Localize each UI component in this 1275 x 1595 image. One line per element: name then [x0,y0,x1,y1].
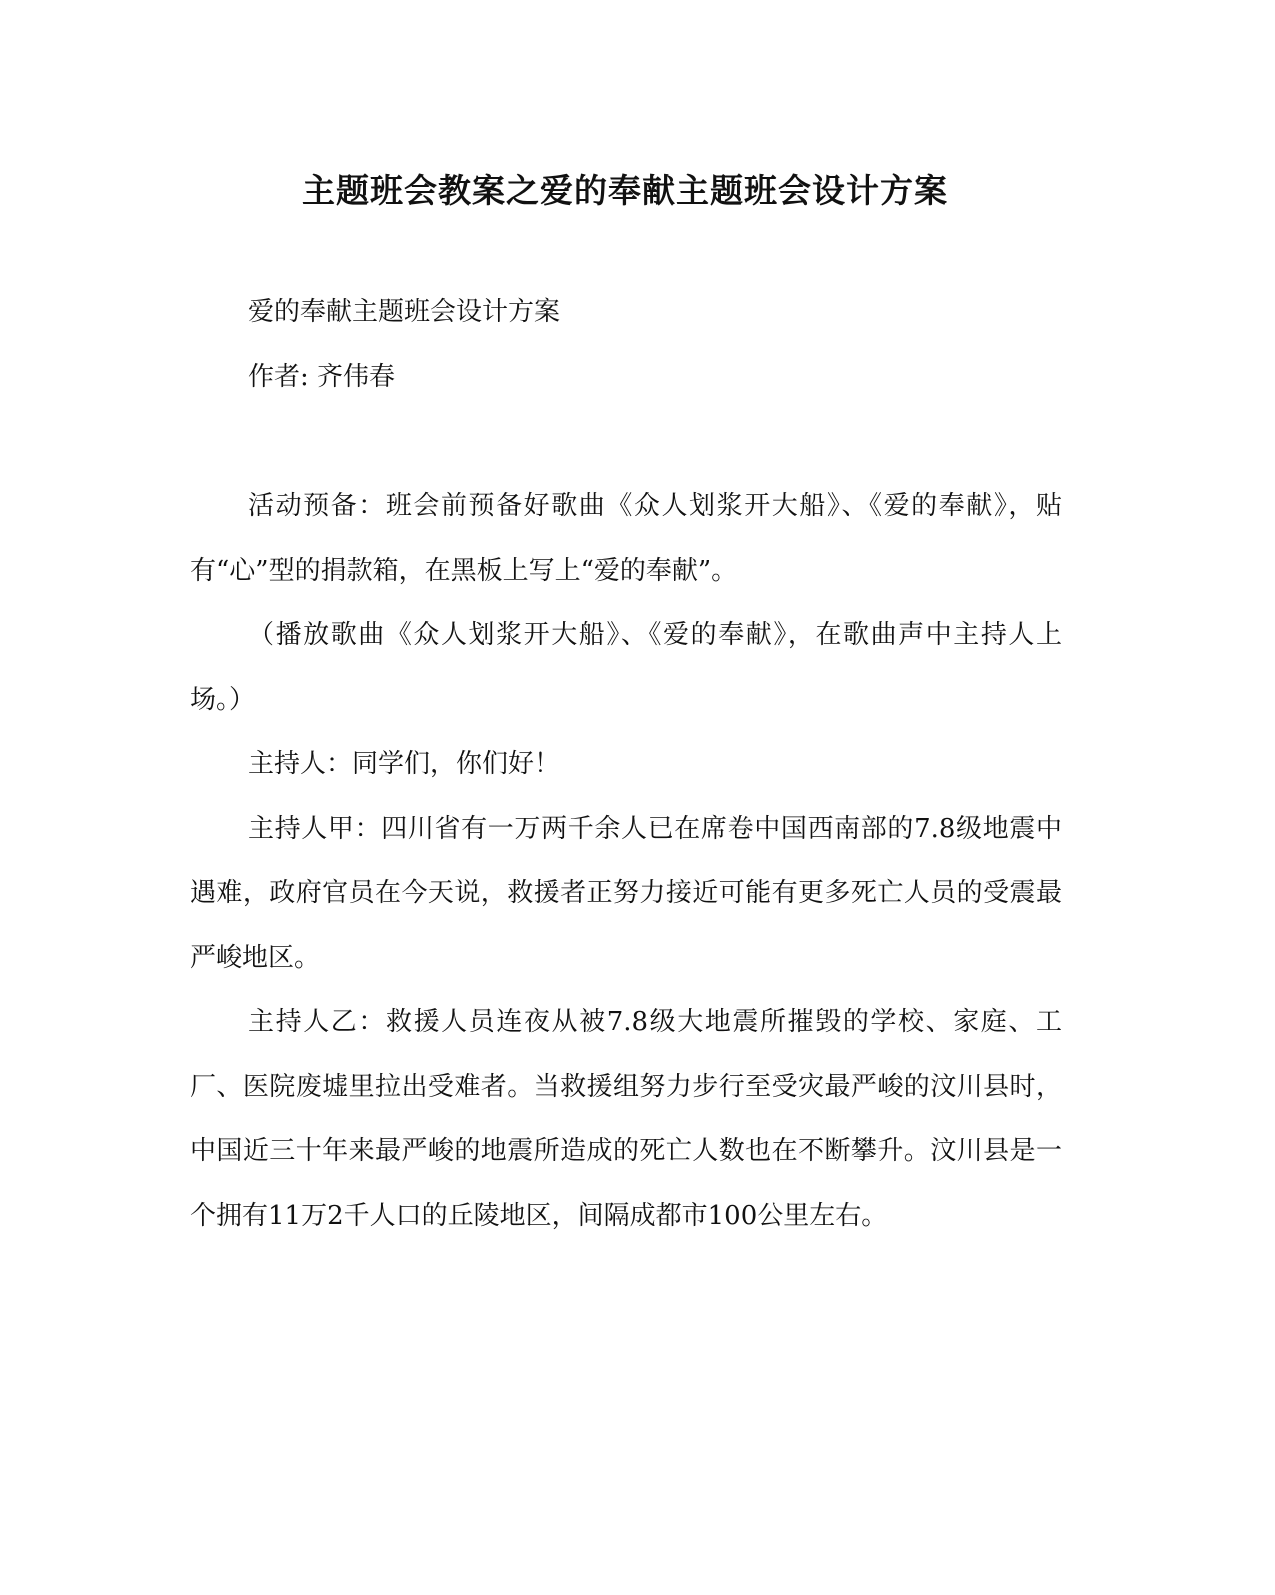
paragraph-activity-preparation: 活动预备：班会前预备好歌曲《众人划浆开大船》、《爱的奉献》，贴有“心”型的捐款箱，在黑板上写上“爱的奉献”。 [190,491,1062,586]
blank-line [190,409,1062,474]
paragraph-host-a: 主持人甲：四川省有一万两千余人已在席卷中国西南部的7.8级地震中遇难，政府官员在今天说，救援者正努力接近可能有更多死亡人员的受震最严峻地区。 [190,813,1062,973]
paragraph-stage-direction: （播放歌曲《众人划浆开大船》、《爱的奉献》，在歌曲声中主持人上场。） [190,620,1062,715]
paragraph-host-b: 主持人乙：救援人员连夜从被7.8级大地震所摧毁的学校、家庭、工厂、医院废墟里拉出受难者。当救援组努力步行至受灾最严峻的汶川县时，中国近三十年来最严峻的地震所造成的死亡人数也在不断攀升。汶川县是一个拥有11万2千人口的丘陵地区，间隔成都市100公里左右。 [190,1007,1062,1231]
document-title: 主题班会教案之爱的奉献主题班会设计方案 [302,171,948,210]
author-line: 作者: 齐伟春 [248,361,396,392]
document-body [190,280,1062,1248]
subtitle-line: 爱的奉献主题班会设计方案 [248,297,561,327]
paragraph-host-greeting: 主持人：同学们，你们好！ [248,749,561,779]
